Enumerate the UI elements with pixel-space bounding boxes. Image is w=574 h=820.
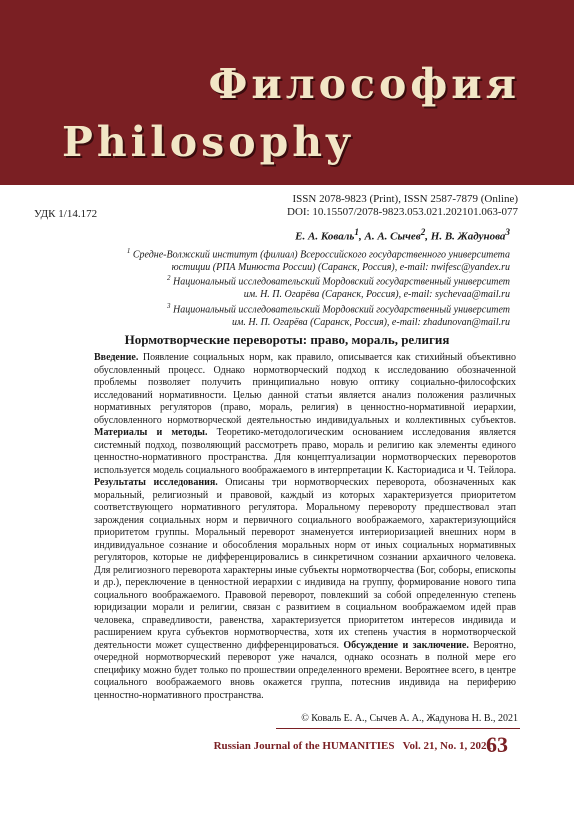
footer-divider (276, 728, 520, 729)
section-title-ru: Философия (208, 60, 520, 108)
affiliation-3: $^3$ Национальный исследовательский Мордовский государственный университет им. Н. П. Огарёва (Саранск, Россия), e-mail: zhadunovan@mail.ru (167, 302, 510, 328)
affiliation-1: $^1$ Средне-Волжский институт (филиал) Всероссийского государственного университета юстиции (РПА Минюста России) (Саранск, Россия), e-mail: nwifesc@yandex.ru (126, 247, 510, 273)
doi-line: DOI: 10.15507/2078-9823.053.021.202101.063-077 (287, 206, 518, 218)
author-1: Е. А. Коваль (295, 230, 355, 243)
author-2: А. А. Сычев (364, 230, 421, 243)
heading-introduction: Введение. (94, 352, 139, 363)
author-list: Е. А. Коваль$^1$, А. А. Сычев$^2$, Н. В. Жадунова$^3$ (295, 227, 510, 243)
article-title: Нормотворческие перевороты: право, мораль, религия (124, 332, 450, 347)
issn-line: ISSN 2078-9823 (Print), ISSN 2587-7879 (Online) (292, 193, 518, 205)
abstract (94, 352, 516, 702)
journal-footer (214, 740, 492, 752)
journal-prefix: Russian Journal of the (213, 740, 323, 752)
udk-code: УДК 1/14.172 (34, 208, 98, 220)
text-discussion: Вероятно, очередной нормотворческий переворот уже начался, однако осознать в полной мере его специфику можно будет только по прошествии определенного времени. Вероятнее всего, в центре социального воображаемого вновь окажется группа, потеснив индивида на периферию ценностно-нормативного пространства. (94, 639, 516, 701)
text-introduction: Появление социальных норм, как правило, описывается как стихийный объективно обусловленный процесс. Однако нормотворческий подход к исследованию обозначенной проблемы позволяет получить принципиально новую оптику социально-философских исследований нормативности. Целью данной статьи является анализ положения различных нормативных регуляторов (право, мораль, религия) в ценностно-нормативной иерархии, обусловленного нормотворческой деятельностью индивидуальных и коллективных субъектов. (94, 352, 516, 426)
issn-block (287, 193, 518, 219)
heading-methods: Материалы и методы. (94, 427, 208, 438)
affiliation-2: $^2$ Национальный исследовательский Мордовский государственный университет им. Н. П. Огарёва (Саранск, Россия), e-mail: sychevaa@mail.ru (167, 274, 510, 300)
journal-name: HUMANITIES (322, 740, 395, 752)
author-3: Н. В. Жадунова (430, 230, 506, 243)
heading-results: Результаты исследования. (94, 477, 218, 488)
heading-discussion: Обсуждение и заключение. (343, 639, 469, 651)
text-methods: Теоретико-методологическим основанием исследования является системный подход, позволяющий рассмотреть право, мораль и религию как элементы единого ценностно-нормативного пространства. Для концептуализации нормотворческих переворотов используется модель социального воображаемого в интерпретации К. Касториадиса и Ч. Тейлора. (94, 427, 517, 476)
text-results: Описаны три нормотворческих переворота, обозначенных как моральный, религиозный и правовой, каждый из которых характеризуется приоритетом соответствующего нормативного регулятора. Моральному перевороту предшествовал этап зарождения социальных норм и первичного социального воображаемого, характеризующийся приоритетом группы. Моральный переворот знаменуется интериоризацией внешних норм в индивидуальное сознание и обособления моральных норм от иных социальных нормативных регуляторов, которые не дифференцировались в синкретичном сознании архаичного человека. Для религиозного переворота характерны иные субъекты нормотворчества (Бог, соборы, епископы и др.), переключение в ценностной иерархии с индивида на группу, формирование нового типа социального воображаемого. Правовой переворот, повлекший за собой определенную степень юридизации морали и религии, связан с развитием в социальном воображаемом идей прав человека, справедливости, равенства, характеризуется приоритетом интересов индивида и расширением круга субъектов нормотворчества, хотя их степень участия в нормотворческой деятельности может существенно дифференцироваться. (94, 477, 516, 651)
volume-info: Vol. 21, No. 1, 2021 (402, 740, 492, 752)
page-number: 63 (486, 732, 508, 757)
section-title-en: Philosophy (62, 118, 354, 166)
journal-banner (0, 0, 574, 185)
copyright-line: © Коваль Е. А., Сычев А. А., Жадунова Н. В., 2021 (301, 713, 518, 724)
